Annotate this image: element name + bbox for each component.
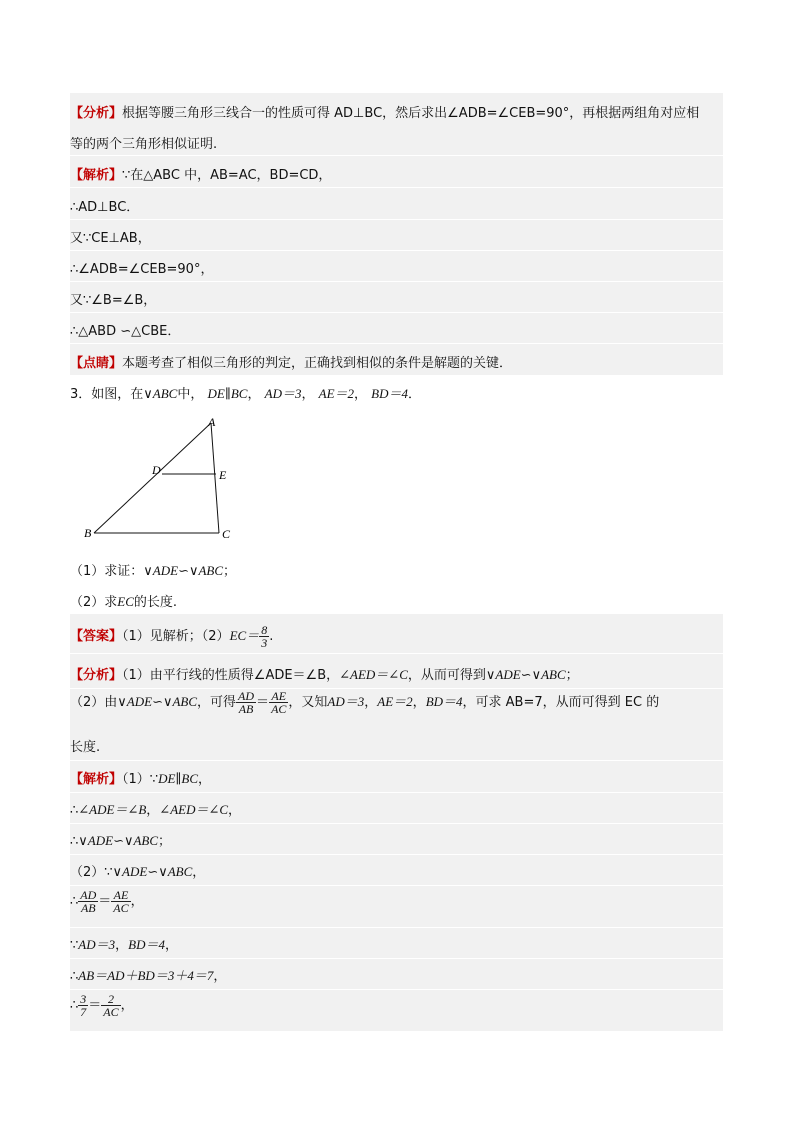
analysis2-text: （2）由 [70,695,118,710]
triangle-figure [80,415,250,545]
comma: ， [364,695,378,710]
separator [70,823,723,824]
condition-ad: AD＝3 [78,937,116,952]
similarity-expr: ∨ADE∽∨ABC [485,667,566,682]
comma: ， [146,803,160,818]
analysis2-text: ； [565,668,579,683]
solution-step: 又∵CE⊥AB， [70,231,151,246]
therefore: ∴ [70,834,79,849]
fraction-3-7 [78,993,88,1018]
fraction-denominator: AB [80,901,96,915]
semicolon: ； [158,834,172,849]
equals: ＝ [88,998,102,1013]
analysis2-line-2 [70,690,723,715]
condition-ad: AD＝3 [327,694,365,709]
fraction-numerator: AD [238,689,255,703]
comma: ， [164,938,178,953]
q2-prefix: （2）求 [70,595,118,610]
angle-aed-eq-c: ∠AED＝∠C [159,802,229,817]
fraction-numerator: 3 [80,992,87,1006]
analysis-tag: 【分析】 [70,106,123,121]
analysis2-text: （1）由平行线的性质得∠ADE＝∠B， [122,668,340,683]
fraction-denominator: AC [113,901,129,915]
q1-suffix: ； [223,564,237,579]
solution-line-2 [70,196,723,215]
q2-suffix: 的长度. [133,595,178,610]
analysis-text-1: 根据等腰三角形三线合一的性质可得 AD⊥BC，然后求出∠ADB=∠CEB=90°，再根据两组角对应相 [122,106,700,121]
stem-mid: 中， [177,387,204,402]
analysis2-text: ，可求 AB=7，从而可得到 EC 的 [462,695,660,710]
step-text: （1）∵ [122,772,159,787]
separator [70,281,723,282]
condition-ae: AE＝2 [377,694,413,709]
answer-ec: EC＝ [229,628,260,643]
separator [70,927,723,928]
q1-expression: ∨ADE∽∨ABC [143,563,224,578]
therefore: ∴ [70,969,79,984]
separator [70,155,723,156]
therefore: ∴ [70,894,79,909]
answer-end: . [269,629,274,644]
separator [70,312,723,313]
comment-line [70,352,723,371]
separator [70,250,723,251]
analysis2-text: 长度. [70,740,101,755]
fraction-numerator: 8 [261,623,268,637]
label-c: C [222,527,231,541]
solution-line-5 [70,289,723,308]
similarity-expr: ∨ADE∽∨ABC [78,833,159,848]
analysis2-text: ，可得 [197,695,237,710]
solution2-line-1 [70,768,723,787]
condition-de-parallel-bc: DE∥BC [158,771,199,786]
separator [70,653,723,654]
separator [70,885,723,886]
similarity-expr: ∨ADE∽∨ABC [112,864,193,879]
condition-de-parallel-bc: DE∥BC [207,386,248,401]
fraction-denominator: AB [238,702,254,716]
problem-3-stem [70,383,723,402]
analysis-text-2: 等的两个三角形相似证明. [70,137,218,152]
comma: ， [115,938,129,953]
analysis-line-2 [70,133,723,152]
solution-step: 又∵∠B=∠B， [70,293,157,308]
separator [70,854,723,855]
analysis2-text: ，又知 [288,695,328,710]
angle-aed-eq-c: ∠AED＝∠C [339,667,408,682]
solution-line-1 [70,164,723,183]
comma: ， [192,865,206,880]
side-ab [94,423,211,533]
solution2-line-6 [70,934,723,953]
stem-prefix: 3．如图，在 [70,387,144,402]
triangle-abc: ∨ABC [143,386,178,401]
fraction-numerator: AE [269,690,288,703]
separator [70,760,723,761]
label-a: A [208,415,216,429]
fraction-numerator: 2 [101,993,120,1006]
condition-bd: BD＝4 [371,386,409,401]
condition-ae: AE＝2 [318,386,355,401]
separator [70,219,723,220]
fraction-denominator: 7 [80,1005,87,1019]
comma: ， [120,998,134,1013]
solution-line-6 [70,320,723,339]
analysis-line-1 [70,102,723,121]
separator [70,958,723,959]
question-1 [70,560,723,579]
side-ac [211,423,219,533]
solution2-line-7 [70,965,723,984]
separator [70,792,723,793]
analysis2-tag: 【分析】 [70,668,123,683]
period: ． [408,387,422,402]
solution-step: ∴△ABD ∽△CBE． [70,324,181,339]
solution-line-3 [70,227,723,246]
separator [70,187,723,188]
label-b: B [84,526,92,540]
fraction-ad-ab [78,889,98,914]
fraction-numerator: AD [80,888,97,902]
label-e: E [219,468,227,482]
fraction-ae-ac [269,690,288,715]
question-2 [70,591,723,610]
answer-tag: 【答案】 [70,629,123,644]
therefore: ∴ [70,998,79,1013]
equals: ＝ [98,894,112,909]
comma: ， [198,772,212,787]
solution-step: ∵在△ABC 中，AB=AC，BD=CD， [122,168,332,183]
solution2-line-2 [70,799,723,818]
condition-bd: BD＝4 [425,694,463,709]
q1-prefix: （1）求证： [70,564,144,579]
similarity-expr: ∨ADE∽∨ABC [117,694,198,709]
fraction-denominator: AC [103,1005,119,1019]
solution2-tag: 【解析】 [70,772,123,787]
comma: ， [247,387,261,402]
analysis2-line-1 [70,664,723,683]
fraction-denominator: AC [271,702,287,716]
separator [70,688,723,689]
separator [70,343,723,344]
comma: ， [213,969,227,984]
analysis2-text: ，从而可得到 [407,668,486,683]
comma: ， [228,803,242,818]
fraction-denominator: 3 [261,636,268,650]
ab-computation: AB＝AD＋BD＝3＋4＝7 [78,968,214,983]
answer-line [70,624,723,649]
solution-step: ∴AD⊥BC． [70,200,140,215]
comment-text: 本题考查了相似三角形的判定，正确找到相似的条件是解题的关键． [122,356,513,371]
solution-line-4 [70,258,723,277]
solution-tag: 【解析】 [70,168,123,183]
solution2-line-5 [70,889,723,914]
comma: ， [130,894,144,909]
step-text: （2）∵ [70,865,113,880]
therefore: ∴ [70,803,79,818]
fraction-numerator: AE [111,889,130,902]
because: ∵ [70,938,79,953]
solution2-line-3 [70,830,723,849]
answer-fraction [259,624,269,649]
answer-text: （1）见解析；（2） [122,629,230,644]
comma: ， [301,387,315,402]
condition-ad: AD＝3 [264,386,302,401]
q2-variable: EC [117,594,134,609]
solution-step: ∴∠ADB=∠CEB=90°， [70,262,214,277]
solution2-line-8 [70,993,723,1018]
comma: ， [354,387,368,402]
condition-bd: BD＝4 [128,937,165,952]
label-d: D [152,463,161,477]
angle-ade-eq-b: ∠ADE＝∠B [78,802,147,817]
comment-tag: 【点睛】 [70,356,123,371]
fraction-2-ac [101,993,120,1018]
comma: ， [412,695,426,710]
analysis2-line-3 [70,736,723,755]
separator [70,989,723,990]
equals: ＝ [256,695,270,710]
fraction-ad-ab [236,690,256,715]
solution2-line-4 [70,861,723,880]
fraction-ae-ac [111,889,130,914]
